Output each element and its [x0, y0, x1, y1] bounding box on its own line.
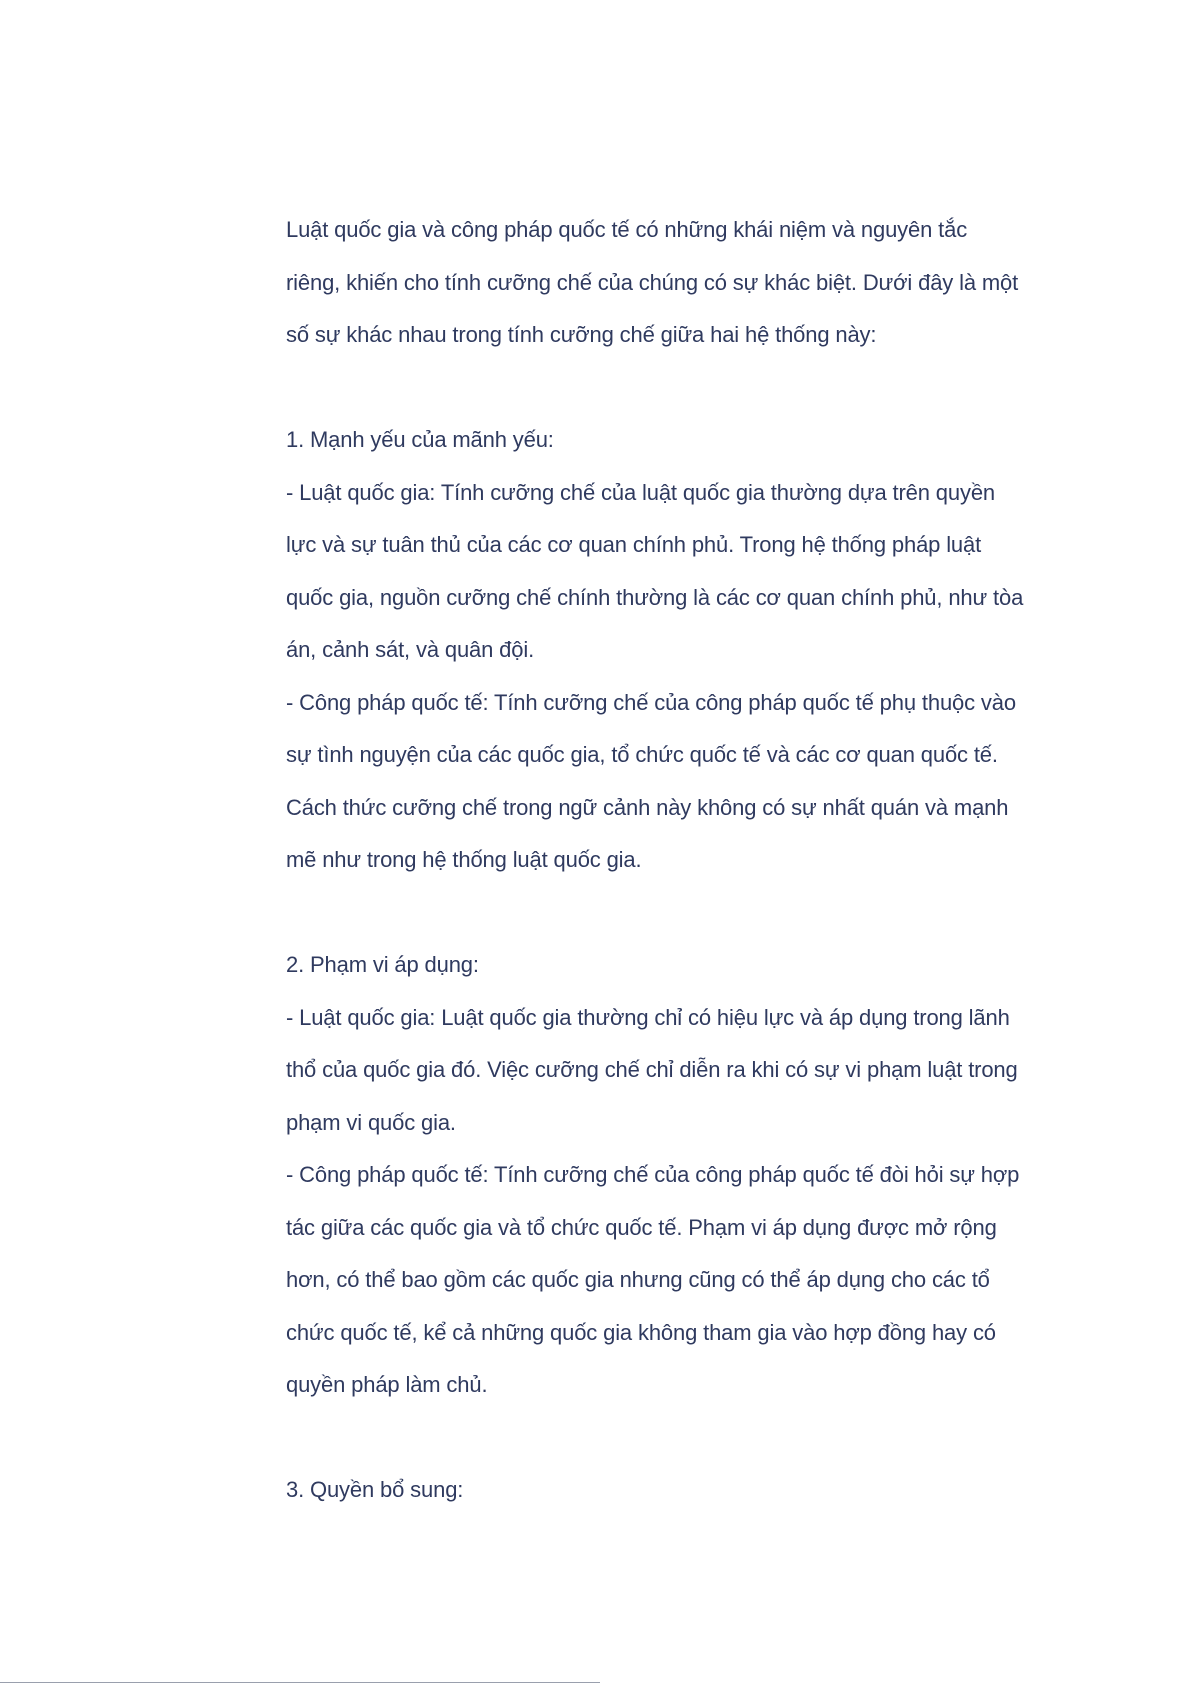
- national-law-paragraph: [286, 467, 1086, 677]
- section-1: [286, 414, 1086, 887]
- section-3: [286, 1464, 1086, 1517]
- section-2: [286, 939, 1086, 1412]
- section-heading: 3. Quyền bổ sung:: [286, 1477, 464, 1502]
- text-line: - Công pháp quốc tế: Tính cưỡng chế của công pháp quốc tế đòi hỏi sự hợp: [286, 1162, 1020, 1187]
- intro-paragraph: [286, 204, 1086, 362]
- paragraph-gap: [286, 362, 1086, 415]
- text-line: - Luật quốc gia: Luật quốc gia thường chỉ có hiệu lực và áp dụng trong lãnh: [286, 1004, 1010, 1030]
- page-bottom-divider: [0, 1682, 600, 1683]
- text-line: án, cảnh sát, và quân đội.: [286, 637, 535, 662]
- document-body: [286, 204, 1086, 1517]
- international-law-paragraph: [286, 1149, 1086, 1412]
- text-line: - Công pháp quốc tế: Tính cưỡng chế của công pháp quốc tế phụ thuộc vào: [286, 689, 1016, 715]
- text-line: quyền pháp làm chủ.: [286, 1372, 488, 1397]
- text-line: lực và sự tuân thủ của các cơ quan chính phủ. Trong hệ thống pháp luật: [286, 532, 982, 557]
- text-line: thổ của quốc gia đó. Việc cưỡng chế chỉ diễn ra khi có sự vi phạm luật trong: [286, 1057, 1018, 1082]
- text-line: hơn, có thể bao gồm các quốc gia nhưng cũng có thể áp dụng cho các tổ: [286, 1267, 990, 1292]
- text-line: Cách thức cưỡng chế trong ngữ cảnh này không có sự nhất quán và mạnh: [286, 794, 1009, 820]
- paragraph-gap: [286, 1412, 1086, 1465]
- text-line: số sự khác nhau trong tính cưỡng chế giữa hai hệ thống này:: [286, 322, 877, 347]
- text-line: phạm vi quốc gia.: [286, 1109, 456, 1135]
- paragraph-gap: [286, 887, 1086, 940]
- text-line: - Luật quốc gia: Tính cưỡng chế của luật quốc gia thường dựa trên quyền: [286, 479, 995, 505]
- text-line: chức quốc tế, kể cả những quốc gia không tham gia vào hợp đồng hay có: [286, 1319, 996, 1345]
- text-line: Luật quốc gia và công pháp quốc tế có những khái niệm và nguyên tắc: [286, 217, 968, 242]
- text-line: sự tình nguyện của các quốc gia, tổ chức quốc tế và các cơ quan quốc tế.: [286, 742, 998, 767]
- section-heading: 2. Phạm vi áp dụng:: [286, 952, 479, 977]
- national-law-paragraph: [286, 992, 1086, 1150]
- text-line: quốc gia, nguồn cưỡng chế chính thường là các cơ quan chính phủ, như tòa: [286, 584, 1024, 610]
- text-line: mẽ như trong hệ thống luật quốc gia.: [286, 847, 642, 872]
- section-heading: 1. Mạnh yếu của mãnh yếu:: [286, 427, 554, 452]
- international-law-paragraph: [286, 677, 1086, 887]
- text-line: tác giữa các quốc gia và tổ chức quốc tế. Phạm vi áp dụng được mở rộng: [286, 1214, 997, 1240]
- text-line: riêng, khiến cho tính cưỡng chế của chúng có sự khác biệt. Dưới đây là một: [286, 269, 1019, 295]
